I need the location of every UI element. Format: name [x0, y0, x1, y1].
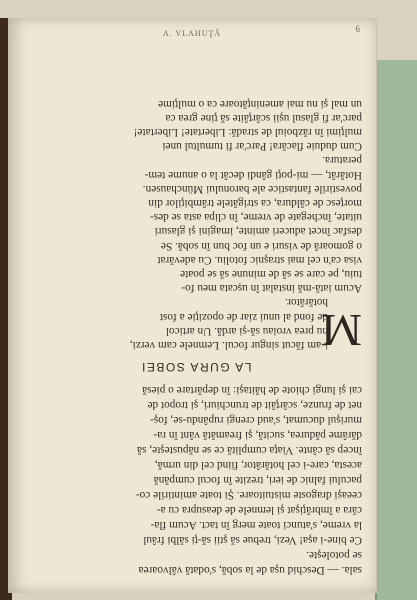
text-line: tuiu, pe care se să de minune să se poate: [180, 267, 362, 280]
text-line: Cum duduie flacăra! Parc'ar fi tumultul unei: [162, 140, 362, 153]
text-line: desfac încet aduceri aminte, imagini şi glasuri: [154, 225, 362, 238]
book-cover-edge: [375, 60, 417, 600]
paragraph-lower: [30, 96, 362, 356]
text-line: peratura.: [322, 154, 362, 167]
text-line: morţesc de căldura, ca strigătele trâmbiţilor din: [148, 196, 362, 209]
page-text-block: [30, 46, 362, 577]
text-line: cai şi lungi chiote de hăitaşi: în depărtare o piesă: [142, 384, 362, 396]
text-line: Acum iată-mă instalat în ușcata meu fo-: [181, 282, 362, 295]
text-line: ceeaşi dragoste mistuitoare. Şi toate amintirile co-: [135, 489, 362, 501]
text-line: Ce bine-i aşa! Vezi, trebue să ştii să-ţi sălbi frâul: [143, 534, 362, 546]
text-line: murişul ducumat, s'aud crengi rupându-se, foş-: [150, 414, 362, 426]
text-line: visa ca'n cel mai straşnic fotoliu. Cu adevărat: [157, 253, 362, 266]
running-header: A. VLAHUŢĂ: [162, 28, 222, 38]
text-line: mulţimi în războiul de stradă: Libertate! Libertate!: [133, 125, 362, 138]
text-line: o gomoară de visuri e un foc bun în sobă. Se: [160, 239, 362, 252]
text-line: Hotărât, — mi-poţi gândi decât la o anume tem-: [144, 168, 362, 181]
page-number: 6: [355, 24, 360, 34]
text-line: nu prea vroiau să-şi ardă. Un articol: [165, 324, 328, 337]
text-line: parc'ar fi glasul uşii scârţâite să ţine grea ca: [165, 111, 362, 124]
text-line: la vreme, s'atunci toate merg în tact. Acum fla-: [150, 519, 362, 531]
text-line: de fond al unui ziar de opoziţie a fost: [159, 310, 328, 323]
text-line: un mal şi nu mai ameninţătoare ca o mulţime: [158, 97, 362, 110]
text-line: dărâme pădurea, sucită, şi freamătă vânt în ra-: [153, 429, 362, 441]
chapter-heading: [30, 352, 362, 382]
book-page: [8, 18, 377, 593]
text-line: căra a îmbrăţişat şi lemnele de deasupra cu a-: [156, 504, 362, 516]
chapter-title: LA GURA SOBEI: [140, 360, 252, 374]
text-line: hotărâtor.: [285, 296, 328, 309]
text-line: se potoleşte.: [306, 549, 362, 561]
text-line: i-am făcut singur focul. Lemnele cam verzi,: [129, 339, 328, 351]
text-line: încep să cânte. Viaţa cumplită ce se năpusteşte, să: [137, 444, 362, 456]
text-line: acesta, care-i cel hotărâtor, fiind cel din urmă,: [154, 459, 362, 471]
paragraph-upper: [30, 382, 362, 577]
text-line: sala. — Deschid uşa de la sobă, s'odată vâlvoarea: [138, 564, 362, 576]
text-line: uitate, închegate de vreme, în clipa asta se des-: [149, 211, 362, 224]
drop-cap: M: [321, 305, 362, 356]
text-line: povestirile fantastice ale baronului Münchausen.: [142, 182, 362, 195]
text-line: net de frunze, scârţâit de trunchiuri, şi tropot de: [147, 399, 362, 411]
text-line: pacului falnic de ieri, trezite în focul cumpănă: [153, 474, 362, 486]
